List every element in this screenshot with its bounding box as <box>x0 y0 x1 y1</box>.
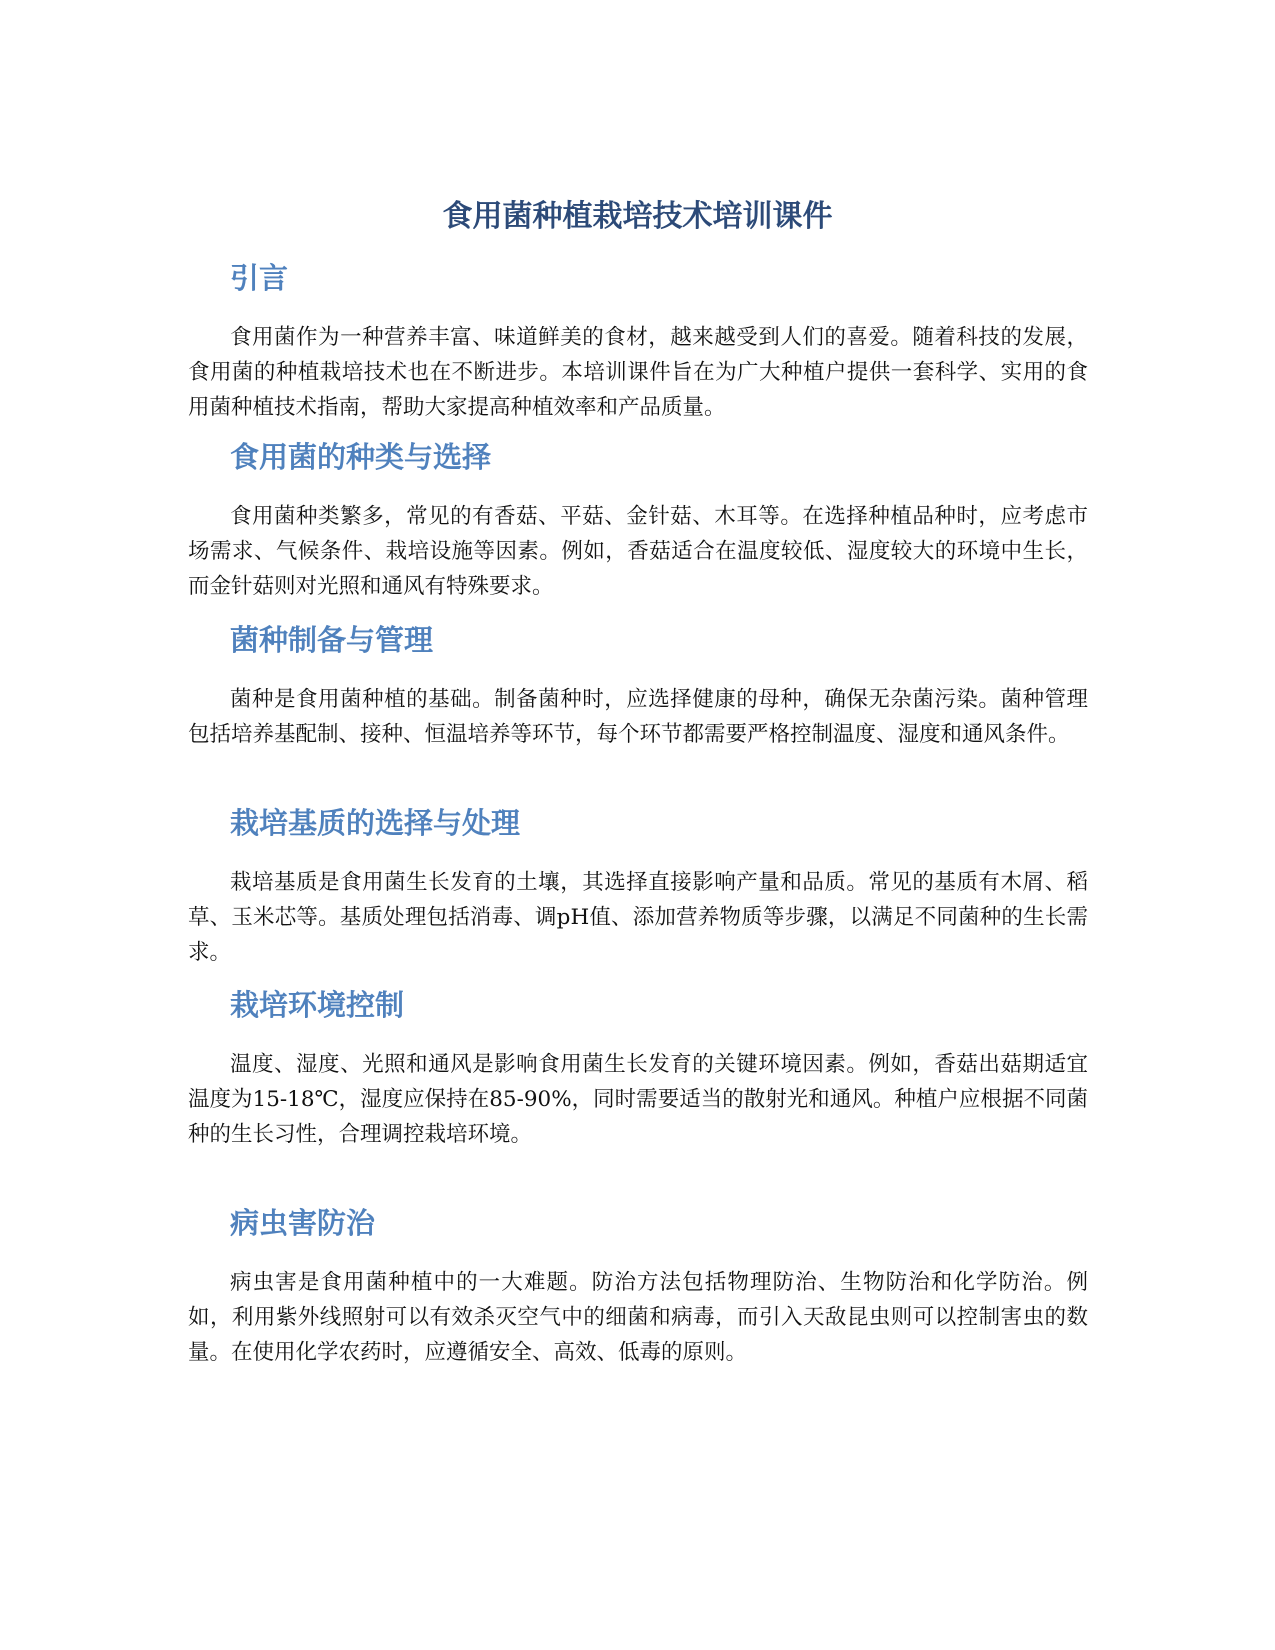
section-body: 栽培基质是食用菌生长发育的土壤，其选择直接影响产量和品质。常见的基质有木屑、稻草、玉米芯等。基质处理包括消毒、调pH值、添加营养物质等步骤，以满足不同菌种的生长需求。 <box>188 870 1088 965</box>
section-body: 温度、湿度、光照和通风是影响食用菌生长发育的关键环境因素。例如，香菇出菇期适宜温度为15-18℃，湿度应保持在85-90%，同时需要适当的散射光和通风。种植户应根据不同菌种的生长习性，合理调控栽培环境。 <box>188 1052 1088 1147</box>
section-body: 菌种是食用菌种植的基础。制备菌种时，应选择健康的母种，确保无杂菌污染。菌种管理包括培养基配制、接种、恒温培养等环节，每个环节都需要严格控制温度、湿度和通风条件。 <box>188 687 1088 747</box>
section-pest-control <box>188 1203 1088 1370</box>
section-heading: 引言 <box>230 261 289 295</box>
section-body: 食用菌作为一种营养丰富、味道鲜美的食材，越来越受到人们的喜爱。随着科技的发展，食用菌的种植栽培技术也在不断进步。本培训课件旨在为广大种植户提供一套科学、实用的食用菌种植技术指南，帮助大家提高种植效率和产品质量。 <box>188 325 1088 420</box>
section-introduction <box>188 258 1088 425</box>
section-spawn-preparation <box>188 620 1088 752</box>
section-heading: 菌种制备与管理 <box>230 623 434 657</box>
section-heading: 栽培基质的选择与处理 <box>230 806 521 840</box>
section-body: 食用菌种类繁多，常见的有香菇、平菇、金针菇、木耳等。在选择种植品种时，应考虑市场需求、气候条件、栽培设施等因素。例如，香菇适合在温度较低、湿度较大的环境中生长，而金针菇则对光照和通风有特殊要求。 <box>188 504 1088 599</box>
section-species-selection <box>188 437 1088 604</box>
section-substrate <box>188 803 1088 970</box>
section-environment-control <box>188 985 1088 1152</box>
section-heading: 食用菌的种类与选择 <box>230 440 492 474</box>
section-body: 病虫害是食用菌种植中的一大难题。防治方法包括物理防治、生物防治和化学防治。例如，利用紫外线照射可以有效杀灭空气中的细菌和病毒，而引入天敌昆虫则可以控制害虫的数量。在使用化学农药时，应遵循安全、高效、低毒的原则。 <box>188 1270 1088 1365</box>
document-title: 食用菌种植栽培技术培训课件 <box>442 199 833 234</box>
section-heading: 病虫害防治 <box>230 1206 376 1240</box>
section-heading: 栽培环境控制 <box>230 988 405 1022</box>
